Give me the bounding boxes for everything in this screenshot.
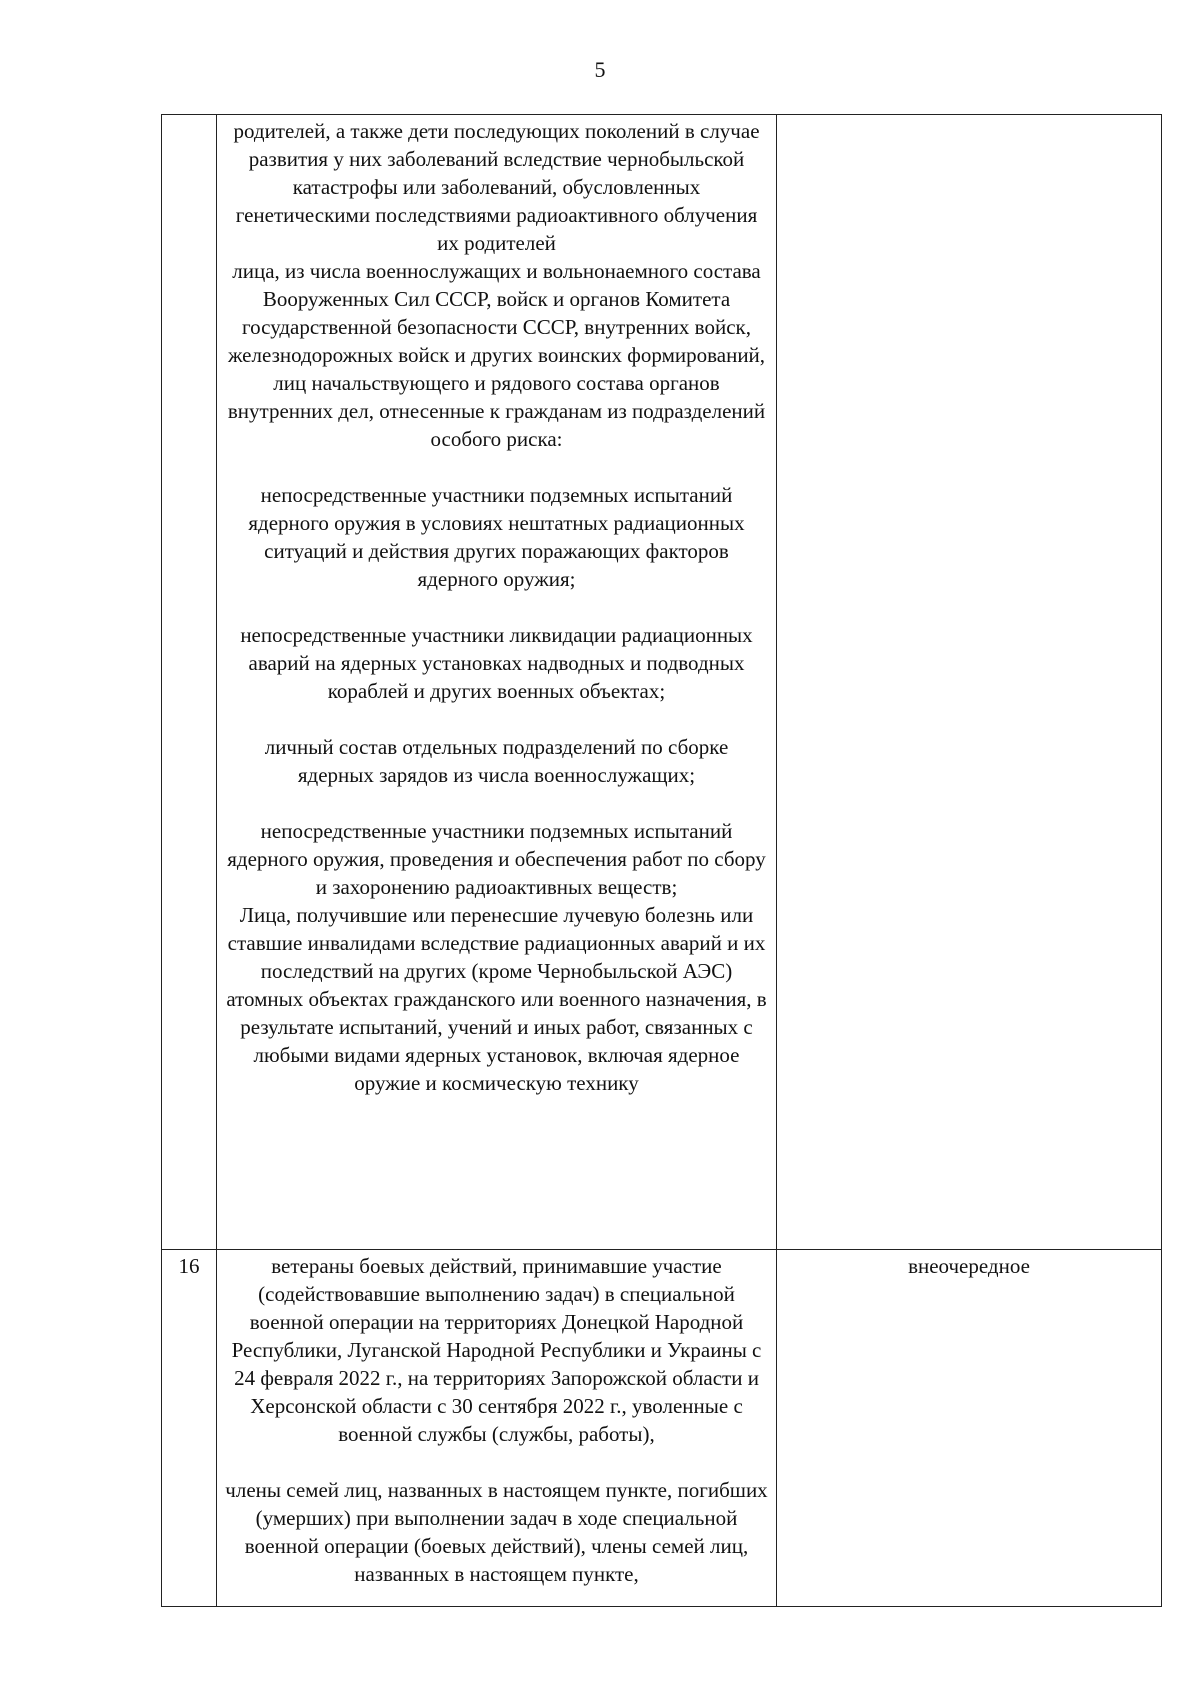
priority-cell xyxy=(777,115,1162,1250)
category-cell xyxy=(217,1250,777,1607)
priority-cell: внеочередное xyxy=(777,1250,1162,1607)
category-paragraph: личный состав отдельных подразделений по сборке ядерных зарядов из числа военнослужащих; xyxy=(264,735,729,787)
category-paragraph: непосредственные участники подземных испытаний ядерного оружия в условиях нештатных радиационных ситуаций и действия других поражающих факторов ядерного оружия; xyxy=(248,483,745,591)
table-row xyxy=(162,115,1162,1250)
row-number-cell: 16 xyxy=(162,1250,217,1607)
category-paragraph: родителей, а также дети последующих поколений в случае развития у них заболеваний вследствие чернобыльской катастрофы или заболеваний, обусловленных генетическими последствиями радиоактивного облучения их родителей xyxy=(233,119,760,255)
category-paragraph: ветераны боевых действий, принимавшие участие (содействовавшие выполнению задач) в специальной военной операции на территориях Донецкой Народной Республики, Луганской Народной Республики и Украины с 24 февраля 2022 г., на территориях Запорожской области и Херсонской области с 30 сентября 2022 г., уволенные с военной службы (службы, работы), xyxy=(231,1254,762,1446)
category-paragraph: члены семей лиц, названных в настоящем пункте, погибших (умерших) при выполнении задач в ходе специальной военной операции (боевых действий), члены семей лиц, названных в настоящем пункте, xyxy=(225,1478,768,1586)
category-paragraph: непосредственные участники ликвидации радиационных аварий на ядерных установках надводных и подводных кораблей и других военных объектах; xyxy=(240,623,753,703)
page-number: 5 xyxy=(594,57,606,82)
benefits-table xyxy=(161,114,1162,1607)
table-row xyxy=(162,1250,1162,1607)
category-cell xyxy=(217,115,777,1250)
category-paragraph: лица, из числа военнослужащих и вольнонаемного состава Вооруженных Сил СССР, войск и органов Комитета государственной безопасности СССР, внутренних войск, железнодорожных войск и других воинских формирований, лиц начальствующего и рядового состава органов внутренних дел, отнесенные к гражданам из подразделений особого риска: xyxy=(227,259,766,451)
category-paragraph: непосредственные участники подземных испытаний ядерного оружия, проведения и обеспечения работ по сбору и захоронению радиоактивных веществ; xyxy=(227,819,766,899)
row-number-cell xyxy=(162,115,217,1250)
category-paragraph: Лица, получившие или перенесшие лучевую болезнь или ставшие инвалидами вследствие радиационных аварий и их последствий на других (кроме Чернобыльской АЭС) атомных объектах гражданского или военного назначения, в результате испытаний, учений и иных работ, связанных с любыми видами ядерных установок, включая ядерное оружие и космическую технику xyxy=(226,903,767,1095)
